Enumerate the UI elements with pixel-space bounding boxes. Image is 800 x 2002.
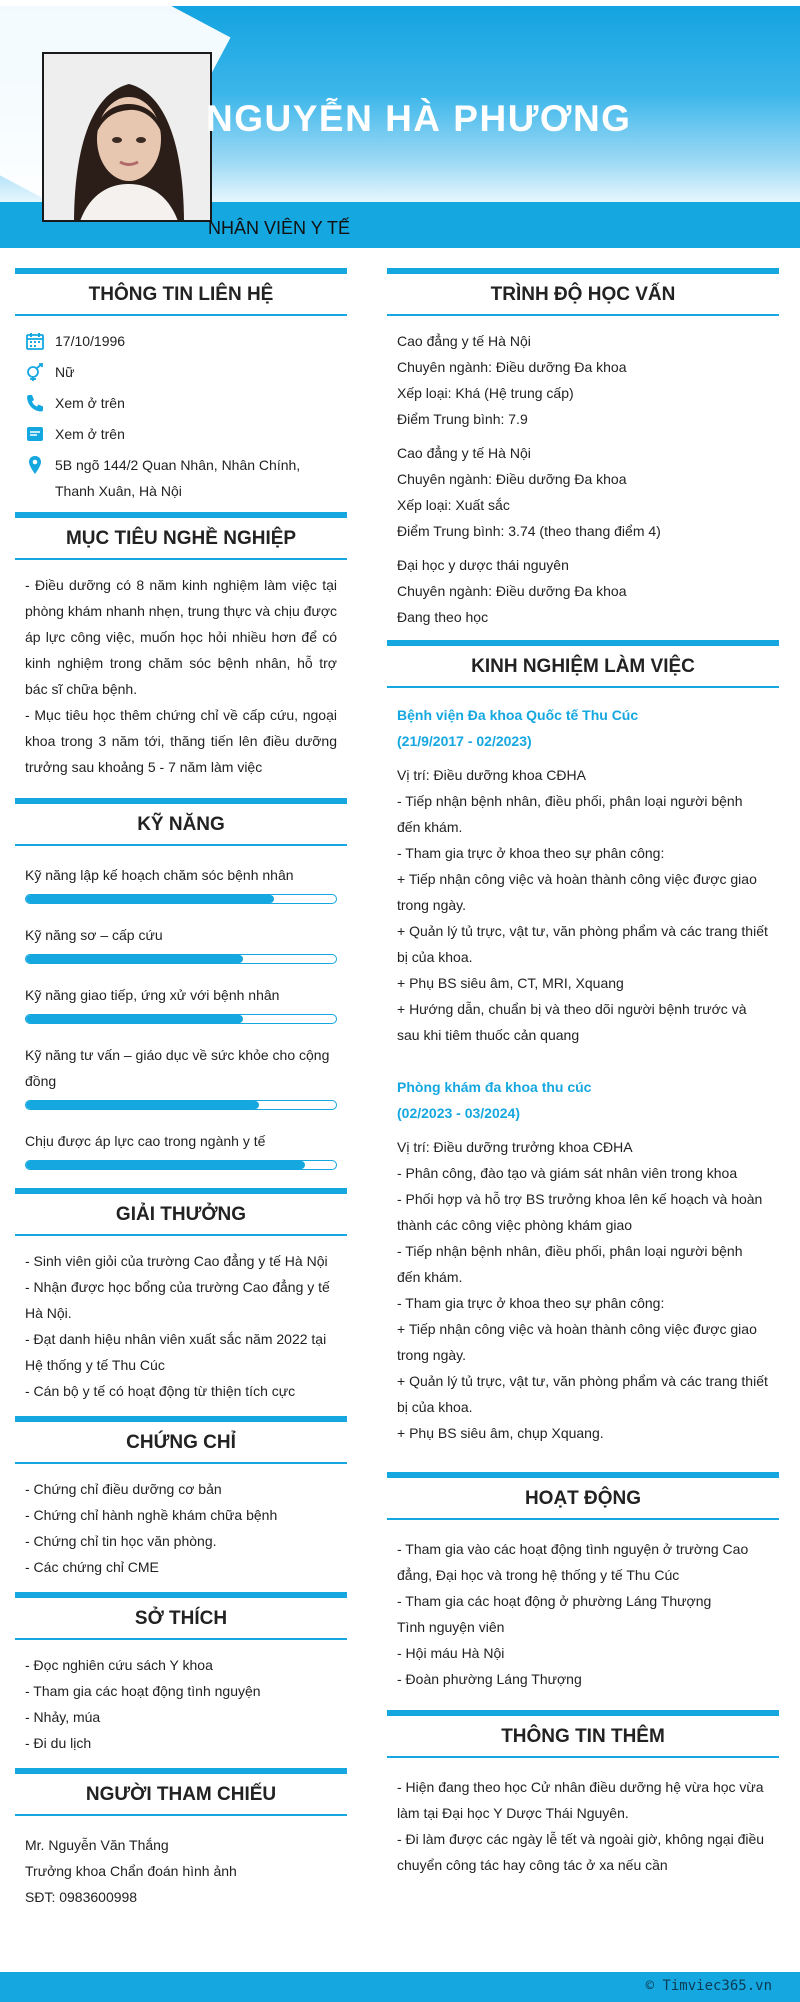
experience-block	[397, 1074, 769, 1446]
contact-birthday	[25, 328, 337, 354]
section-title-experience: KINH NGHIỆM LÀM VIỆC	[387, 640, 779, 688]
contact-gender-value: Nữ	[55, 364, 75, 380]
certificate-item: - Chứng chỉ hành nghề khám chữa bệnh	[25, 1507, 278, 1523]
left-column	[15, 268, 347, 1910]
calendar-icon	[25, 328, 55, 354]
experience-line: Vị trí: Điều dưỡng trưởng khoa CĐHA	[397, 1139, 633, 1155]
education-line: Đại học y dược thái nguyên	[397, 557, 569, 573]
skill-name: Kỹ năng sơ – cấp cứu	[25, 927, 163, 943]
award-item: - Cán bộ y tế có hoạt động từ thiện tích cực	[25, 1383, 296, 1399]
location-pin-icon	[25, 452, 55, 478]
experience-period: (21/9/2017 - 02/2023)	[397, 733, 532, 749]
activity-item: Tình nguyện viên	[397, 1619, 505, 1635]
phone-icon	[25, 390, 55, 416]
avatar	[42, 52, 212, 222]
contact-address	[25, 452, 337, 504]
experience-line: - Tiếp nhận bệnh nhân, điều phối, phân loại người bệnh đến khám.	[397, 793, 743, 835]
activity-item: - Tham gia vào các hoạt động tình nguyện ở trường Cao đẳng, Đại học và trong hệ thống y tế Thu Cúc	[397, 1541, 749, 1583]
experience-line: + Hướng dẫn, chuẩn bị và theo dõi người bệnh trước và sau khi tiêm thuốc cản quang	[397, 1001, 747, 1043]
skill-bar-fill	[26, 1161, 305, 1169]
section-title-additional: THÔNG TIN THÊM	[387, 1710, 779, 1758]
experience-company: Bệnh viện Đa khoa Quốc tế Thu Cúc	[397, 707, 639, 723]
experience-spacer	[397, 754, 769, 762]
references-list	[15, 1816, 347, 1910]
email-icon	[25, 421, 55, 447]
skill-bar	[25, 1014, 337, 1024]
skill-bar-fill	[26, 895, 274, 903]
section-title-contact: THÔNG TIN LIÊN HỆ	[15, 268, 347, 316]
education-section	[387, 268, 779, 630]
skill-bar	[25, 954, 337, 964]
activities-section	[387, 1472, 779, 1692]
award-item: - Sinh viên giỏi của trường Cao đẳng y tế Hà Nội	[25, 1253, 328, 1269]
section-title-skills: KỸ NĂNG	[15, 798, 347, 846]
section-title-activities: HOẠT ĐỘNG	[387, 1472, 779, 1520]
experience-line: - Tiếp nhận bệnh nhân, điều phối, phân loại người bệnh đến khám.	[397, 1243, 743, 1285]
footer-brand: © Timviec365.vn	[645, 1978, 772, 1994]
education-block	[397, 552, 769, 630]
experience-line: + Tiếp nhận công việc và hoàn thành công việc được giao trong ngày.	[397, 1321, 757, 1363]
experience-line: + Tiếp nhận công việc và hoàn thành công việc được giao trong ngày.	[397, 871, 757, 913]
skill-item	[25, 922, 337, 964]
experience-line: + Phụ BS siêu âm, CT, MRI, Xquang	[397, 975, 624, 991]
experience-line: - Tham gia trực ở khoa theo sự phân công:	[397, 1295, 665, 1311]
experience-line: Vị trí: Điều dưỡng khoa CĐHA	[397, 767, 586, 783]
education-list	[387, 316, 779, 630]
gender-icon	[25, 359, 55, 385]
experience-line: - Tham gia trực ở khoa theo sự phân công:	[397, 845, 665, 861]
contact-birthday-value: 17/10/1996	[55, 333, 126, 349]
certificates-section	[15, 1416, 347, 1580]
candidate-name: NGUYỄN HÀ PHƯƠNG	[206, 98, 632, 139]
skills-list	[15, 846, 347, 1170]
additional-section	[387, 1710, 779, 1878]
skill-bar	[25, 1160, 337, 1170]
contact-gender	[25, 359, 337, 385]
education-line: Xếp loại: Khá (Hệ trung cấp)	[397, 385, 574, 401]
experience-line: + Quản lý tủ trực, vật tư, văn phòng phẩm và các trang thiết bị của khoa.	[397, 1373, 768, 1415]
contact-phone	[25, 390, 337, 416]
skill-item	[25, 862, 337, 904]
additional-info-item: - Đi làm được các ngày lễ tết và ngoài giờ, không ngại điều chuyển công tác hay công tác ở xa nếu cần	[397, 1831, 765, 1873]
footer	[0, 1972, 800, 2002]
awards-section	[15, 1188, 347, 1404]
education-line: Điểm Trung bình: 7.9	[397, 411, 528, 427]
education-line: Cao đẳng y tế Hà Nội	[397, 333, 531, 349]
reference-item: Trưởng khoa Chẩn đoán hình ảnh	[25, 1863, 237, 1879]
skill-name: Kỹ năng tư vấn – giáo dục về sức khỏe cho cộng đồng	[25, 1047, 330, 1089]
contact-email-value: Xem ở trên	[55, 426, 125, 442]
contact-phone-value: Xem ở trên	[55, 395, 125, 411]
section-title-hobbies: SỞ THÍCH	[15, 1592, 347, 1640]
activity-item: - Hội máu Hà Nội	[397, 1645, 505, 1661]
hobby-item: - Đi du lịch	[25, 1735, 92, 1751]
skill-bar-fill	[26, 955, 243, 963]
education-line: Chuyên ngành: Điều dưỡng Đa khoa	[397, 583, 627, 599]
skill-bar	[25, 894, 337, 904]
section-title-objective: MỤC TIÊU NGHỀ NGHIỆP	[15, 512, 347, 560]
contact-email	[25, 421, 337, 447]
section-title-education: TRÌNH ĐỘ HỌC VẤN	[387, 268, 779, 316]
objective-text-2: - Mục tiêu học thêm chứng chỉ về cấp cứu, ngoại khoa trong 3 năm tới, thăng tiến lên điều dưỡng trưởng sau khoảng 5 - 7 năm làm việc	[25, 707, 337, 775]
objective-section	[15, 512, 347, 780]
skill-name: Kỹ năng giao tiếp, ứng xử với bệnh nhân	[25, 987, 280, 1003]
certificate-item: - Chứng chỉ tin học văn phòng.	[25, 1533, 217, 1549]
right-column	[387, 268, 779, 1878]
certificate-item: - Chứng chỉ điều dưỡng cơ bản	[25, 1481, 222, 1497]
skill-item	[25, 1042, 337, 1110]
cv-header	[0, 0, 800, 250]
experience-line: + Quản lý tủ trực, vật tư, văn phòng phẩm và các trang thiết bị của khoa.	[397, 923, 768, 965]
skill-bar-fill	[26, 1015, 243, 1023]
education-line: Chuyên ngành: Điều dưỡng Đa khoa	[397, 471, 627, 487]
contact-section	[15, 268, 347, 504]
education-line: Cao đẳng y tế Hà Nội	[397, 445, 531, 461]
skill-bar	[25, 1100, 337, 1110]
experience-spacer	[397, 1126, 769, 1134]
experience-line: - Phân công, đào tạo và giám sát nhân viên trong khoa	[397, 1165, 738, 1181]
skill-item	[25, 982, 337, 1024]
experience-company: Phòng khám đa khoa thu cúc	[397, 1079, 592, 1095]
references-section	[15, 1768, 347, 1910]
award-item: - Nhận được học bổng của trường Cao đẳng y tế Hà Nội.	[25, 1279, 330, 1321]
activity-item: - Đoàn phường Láng Thượng	[397, 1671, 582, 1687]
certificates-list	[15, 1464, 347, 1580]
section-title-certificates: CHỨNG CHỈ	[15, 1416, 347, 1464]
education-block	[397, 328, 769, 432]
experience-line: - Phối hợp và hỗ trợ BS trưởng khoa lên kế hoạch và hoàn thành các công việc phòng khám giao	[397, 1191, 763, 1233]
skill-name: Chịu được áp lực cao trong ngành y tế	[25, 1133, 266, 1149]
additional-info-item: - Hiện đang theo học Cử nhân điều dưỡng hệ vừa học vừa làm tại Đại học Y Dược Thái Nguyên.	[397, 1779, 764, 1821]
hobbies-list	[15, 1640, 347, 1756]
job-title: NHÂN VIÊN Y TẾ	[208, 218, 351, 238]
education-line: Xếp loại: Xuất sắc	[397, 497, 510, 513]
objective-text-1: - Điều dưỡng có 8 năm kinh nghiệm làm việc tại phòng khám nhanh nhẹn, trung thực và chịu được áp lực công việc, muốn học hỏi nhiều hơn để có kinh nghiệm trong chăm sóc bệnh nhân, hỗ trợ bác sĩ chữa bệnh.	[25, 577, 338, 697]
skill-bar-fill	[26, 1101, 259, 1109]
additional-list	[387, 1758, 779, 1878]
hobby-item: - Tham gia các hoạt động tình nguyện	[25, 1683, 261, 1699]
hobbies-section	[15, 1592, 347, 1756]
hobby-item: - Nhảy, múa	[25, 1709, 101, 1725]
skill-item	[25, 1128, 337, 1170]
experience-section	[387, 640, 779, 1446]
experience-line: + Phụ BS siêu âm, chụp Xquang.	[397, 1425, 604, 1441]
awards-list	[15, 1236, 347, 1404]
skill-name: Kỹ năng lập kế hoạch chăm sóc bệnh nhân	[25, 867, 294, 883]
education-line: Điểm Trung bình: 3.74 (theo thang điểm 4)	[397, 523, 661, 539]
reference-item: SĐT: 0983600998	[25, 1889, 138, 1905]
experience-block	[397, 702, 769, 1048]
section-title-awards: GIẢI THƯỞNG	[15, 1188, 347, 1236]
education-line: Đang theo học	[397, 609, 489, 625]
activities-list	[387, 1520, 779, 1692]
experience-list	[387, 688, 779, 1446]
award-item: - Đạt danh hiệu nhân viên xuất sắc năm 2022 tại Hệ thống y tế Thu Cúc	[25, 1331, 327, 1373]
certificate-item: - Các chứng chỉ CME	[25, 1559, 159, 1575]
hobby-item: - Đọc nghiên cứu sách Y khoa	[25, 1657, 213, 1673]
reference-item: Mr. Nguyễn Văn Thắng	[25, 1837, 169, 1853]
education-block	[397, 440, 769, 544]
contact-address-value: 5B ngõ 144/2 Quan Nhân, Nhân Chính, Thanh Xuân, Hà Nội	[55, 457, 301, 499]
activity-item: - Tham gia các hoạt động ở phường Láng Thượng	[397, 1593, 712, 1609]
section-title-references: NGƯỜI THAM CHIẾU	[15, 1768, 347, 1816]
education-line: Chuyên ngành: Điều dưỡng Đa khoa	[397, 359, 627, 375]
skills-section	[15, 798, 347, 1170]
experience-period: (02/2023 - 03/2024)	[397, 1105, 520, 1121]
